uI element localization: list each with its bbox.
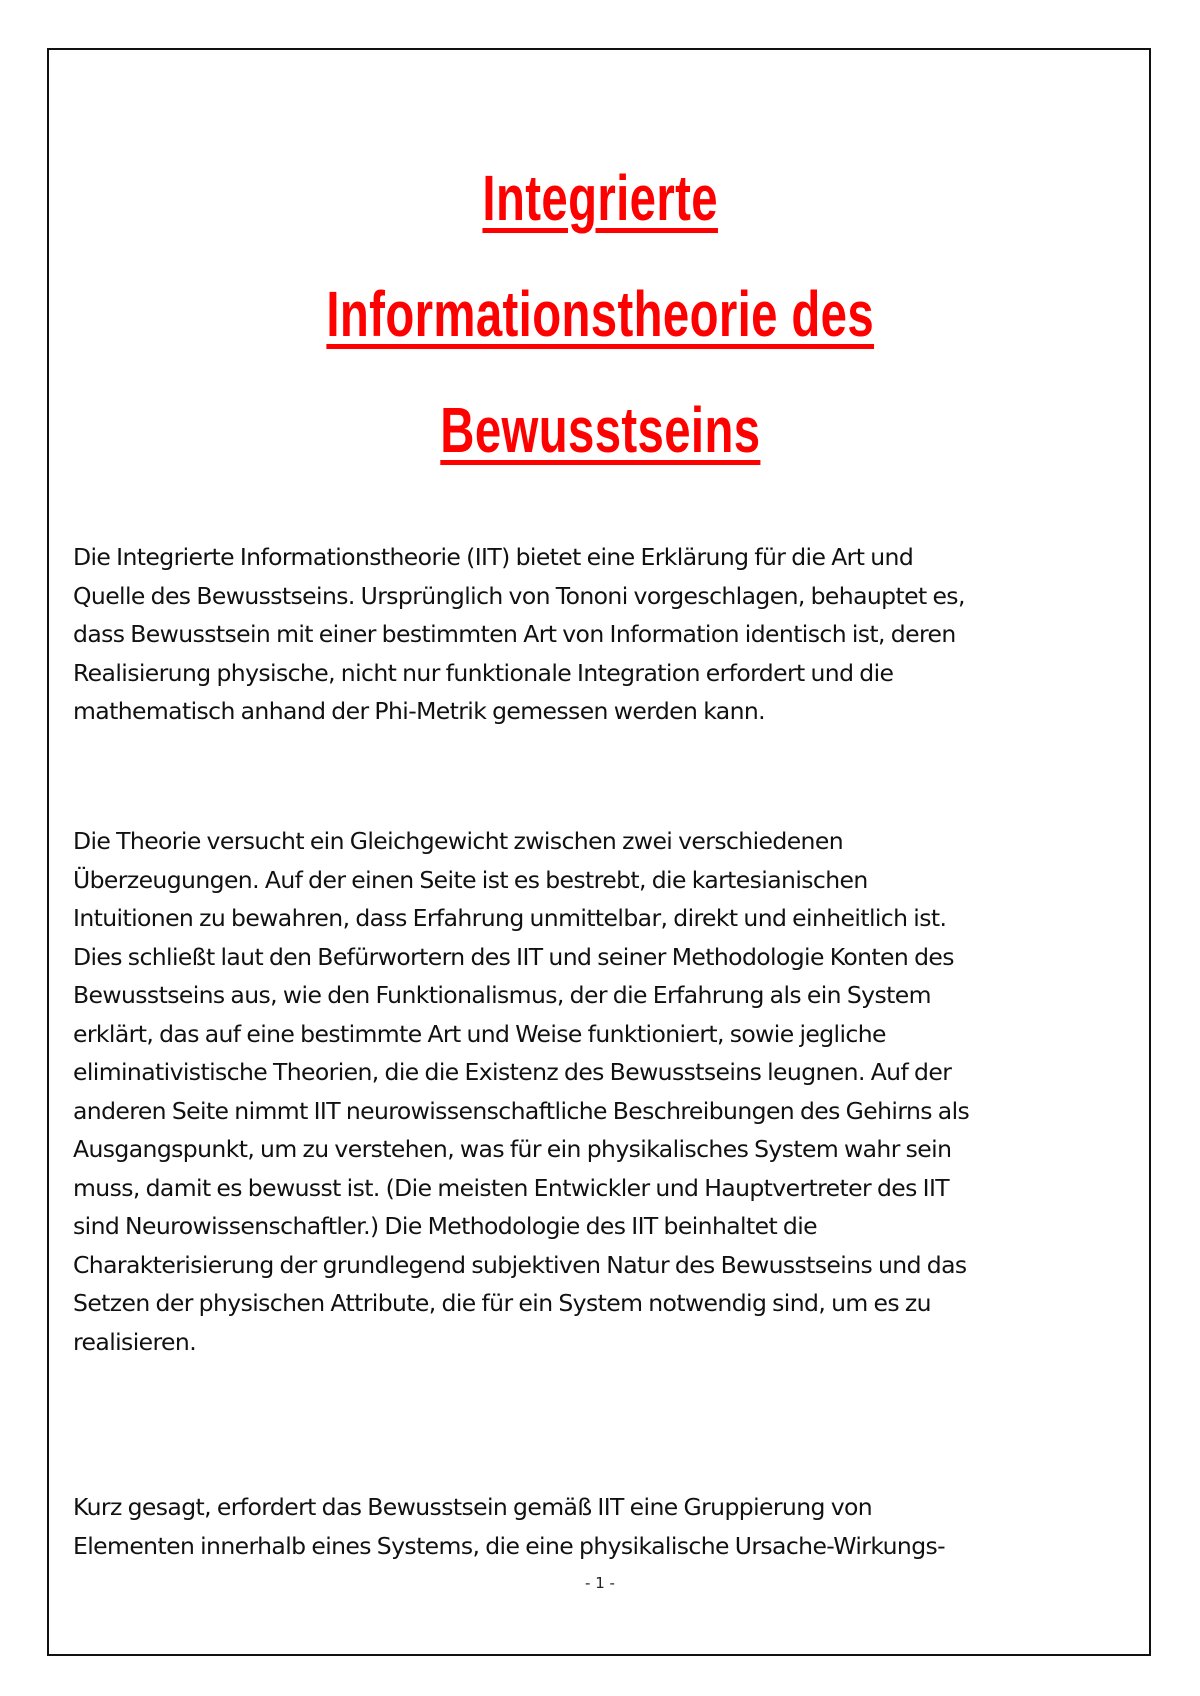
text-line: Intuitionen zu bewahren, dass Erfahrung unmittelbar, direkt und einheitlich ist.: [73, 904, 947, 932]
title-line-2: Informationstheorie des: [326, 278, 874, 350]
text-line: Quelle des Bewusstseins. Ursprünglich von Tononi vorgeschlagen, behauptet es,: [73, 581, 965, 610]
title-line-3: Bewusstseins: [439, 394, 761, 466]
text-line: Die Integrierte Informationstheorie (IIT) bietet eine Erklärung für die Art und: [73, 543, 914, 571]
text-line: Charakterisierung der grundlegend subjektiven Natur des Bewusstseins und das: [73, 1250, 967, 1279]
text-line: muss, damit es bewusst ist. (Die meisten Entwickler und Hauptvertreter des IIT: [73, 1173, 950, 1202]
text-line: Dies schließt laut den Befürwortern des IIT und seiner Methodologie Konten des: [73, 942, 954, 971]
paragraph-1: [73, 538, 1133, 731]
text-line: Realisierung physische, nicht nur funktionale Integration erfordert und die: [73, 658, 894, 687]
text-line: Bewusstseins aus, wie den Funktionalismus, der die Erfahrung als ein System: [73, 981, 931, 1009]
text-line: Überzeugungen. Auf der einen Seite ist es bestrebt, die kartesianischen: [73, 865, 868, 894]
document-title: [0, 140, 1200, 488]
text-line: Elementen innerhalb eines Systems, die eine physikalische Ursache-Wirkungs-: [73, 1531, 946, 1560]
text-line: anderen Seite nimmt IIT neurowissenschaftliche Beschreibungen des Gehirns als: [73, 1096, 970, 1125]
title-line-1: Integrierte: [482, 162, 718, 234]
paragraph-3: [73, 1488, 1133, 1565]
text-line: Setzen der physischen Attribute, die für ein System notwendig sind, um es zu: [73, 1289, 931, 1317]
text-line: mathematisch anhand der Phi-Metrik gemessen werden kann.: [73, 697, 766, 725]
text-line: Ausgangspunkt, um zu verstehen, was für ein physikalisches System wahr sein: [73, 1135, 952, 1163]
paragraph-2: [73, 822, 1133, 1361]
text-line: Kurz gesagt, erfordert das Bewusstsein gemäß IIT eine Gruppierung von: [73, 1493, 873, 1521]
text-line: erklärt, das auf eine bestimmte Art und Weise funktioniert, sowie jegliche: [73, 1019, 886, 1048]
text-line: realisieren.: [73, 1327, 197, 1356]
text-line: sind Neurowissenschaftler.) Die Methodologie des IIT beinhaltet die: [73, 1212, 818, 1240]
text-line: Die Theorie versucht ein Gleichgewicht zwischen zwei verschiedenen: [73, 827, 844, 855]
page-number: - 1 -: [585, 1574, 615, 1592]
text-line: dass Bewusstsein mit einer bestimmten Art von Information identisch ist, deren: [73, 620, 956, 648]
text-line: eliminativistische Theorien, die die Existenz des Bewusstseins leugnen. Auf der: [73, 1058, 952, 1086]
